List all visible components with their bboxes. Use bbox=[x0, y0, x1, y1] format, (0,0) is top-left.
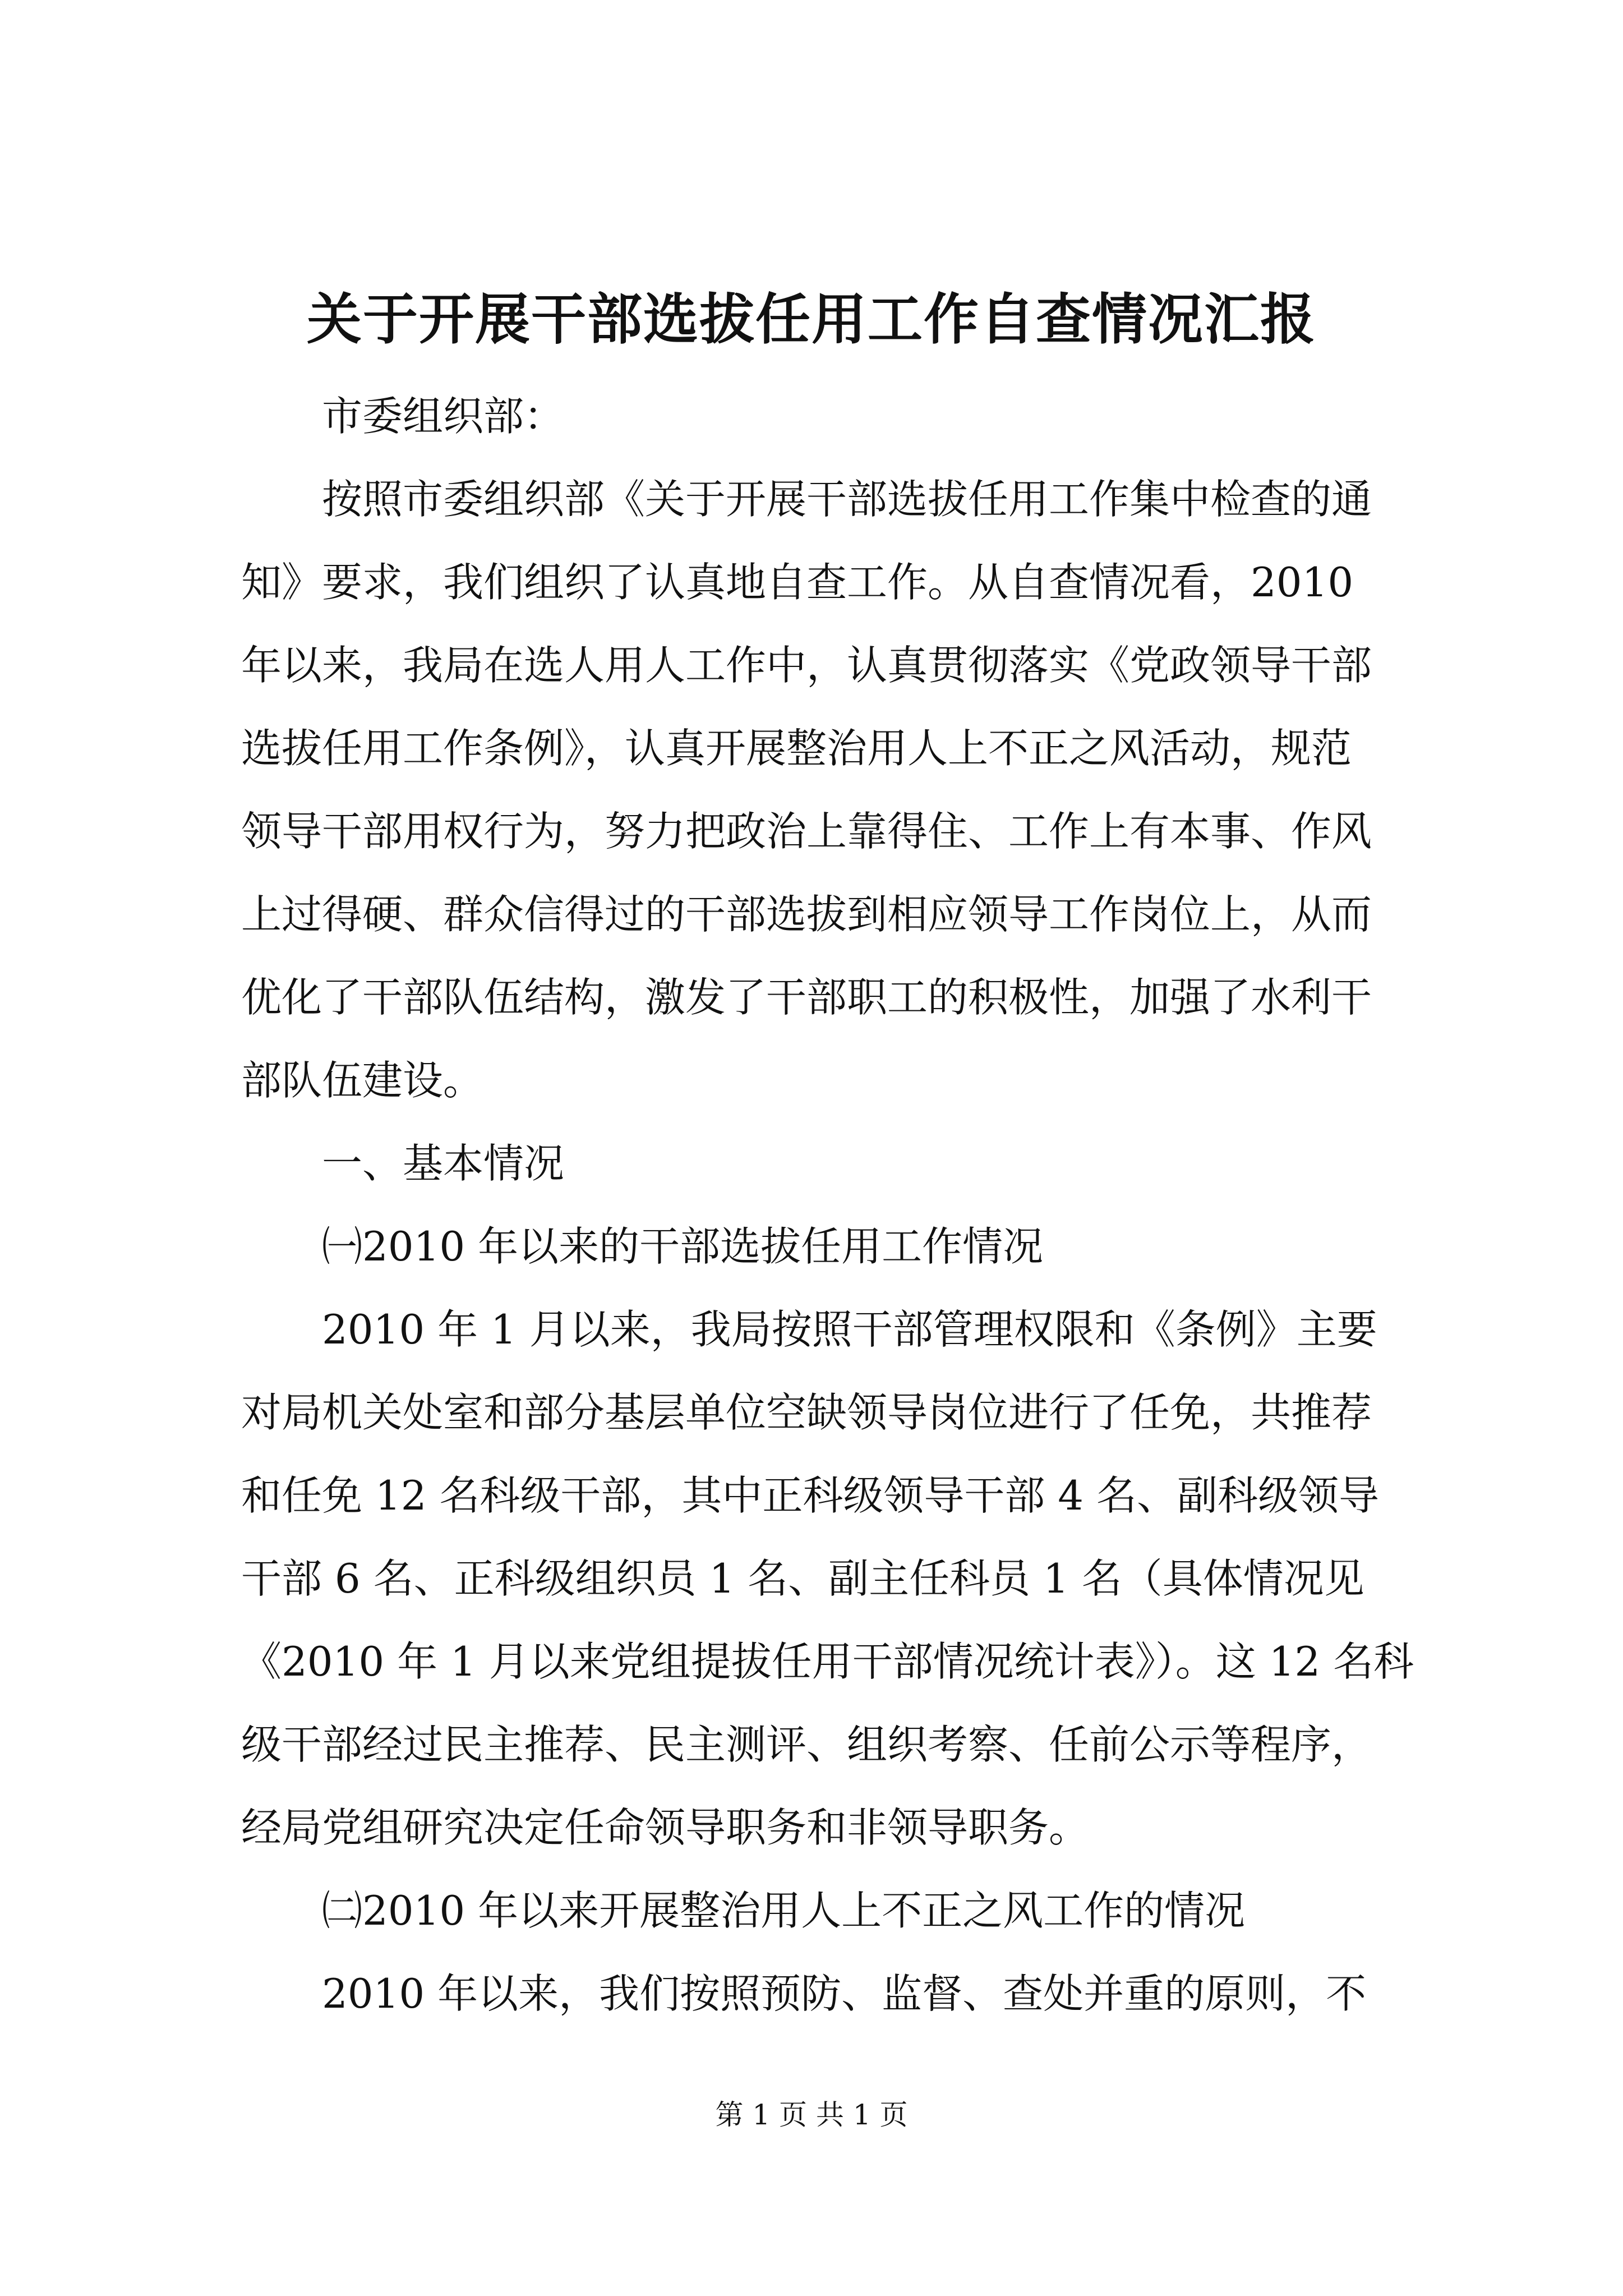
text-line: 优化了干部队伍结构，激发了干部职工的积极性，加强了水利干 bbox=[241, 974, 1372, 1021]
text-line: 对局机关处室和部分基层单位空缺领导岗位进行了任免，共推荐 bbox=[241, 1389, 1372, 1436]
text-line: 部队伍建设。 bbox=[241, 1057, 484, 1104]
subsection1-paragraph bbox=[241, 1288, 1413, 1869]
text-line: 《2010 年 1 月以来党组提拔任用干部情况统计表》）。这 12 名科 bbox=[241, 1638, 1414, 1685]
document-title: 关于开展干部选拔任用工作自查情况汇报 bbox=[306, 287, 1316, 352]
text-line: 选拔任用工作条例》，认真开展整治用人上不正之风活动，规范 bbox=[241, 725, 1352, 772]
text-line: 经局党组研究决定任命领导职务和非领导职务。 bbox=[241, 1804, 1090, 1851]
text-line: 领导干部用权行为，努力把政治上靠得住、工作上有本事、作风 bbox=[241, 808, 1372, 855]
text-line: 和任免 12 名科级干部，其中正科级领导干部 4 名、副科级领导 bbox=[241, 1472, 1379, 1519]
subsection-heading: ㈠2010 年以来的干部选拔任用工作情况 bbox=[322, 1223, 1044, 1270]
text-line: 知》要求，我们组织了认真地自查工作。从自查情况看，2010 bbox=[241, 559, 1354, 606]
text-line: 2010 年以来，我们按照预防、监督、查处并重的原则，不 bbox=[322, 1970, 1367, 2017]
salutation: 市委组织部： bbox=[322, 393, 565, 440]
text-line: 干部 6 名、正科级组织员 1 名、副主任科员 1 名（具体情况见 bbox=[241, 1555, 1364, 1602]
text-line: 年以来，我局在选人用人工作中，认真贯彻落实《党政领导干部 bbox=[241, 642, 1372, 689]
subsection-heading: ㈡2010 年以来开展整治用人上不正之风工作的情况 bbox=[322, 1887, 1246, 1934]
section-heading: 一、基本情况 bbox=[322, 1140, 565, 1187]
text-line: 级干部经过民主推荐、民主测评、组织考察、任前公示等程序， bbox=[241, 1721, 1372, 1768]
document-body bbox=[241, 375, 1413, 2035]
page-number-footer: 第 1 页 共 1 页 bbox=[715, 2099, 908, 2131]
text-line: 按照市委组织部《关于开展干部选拔任用工作集中检查的通 bbox=[322, 476, 1372, 523]
intro-paragraph bbox=[241, 458, 1413, 1122]
text-line: 上过得硬、群众信得过的干部选拔到相应领导工作岗位上，从而 bbox=[241, 891, 1372, 938]
text-line: 2010 年 1 月以来，我局按照干部管理权限和《条例》主要 bbox=[322, 1306, 1377, 1353]
subsection2-paragraph bbox=[241, 1952, 1413, 2035]
